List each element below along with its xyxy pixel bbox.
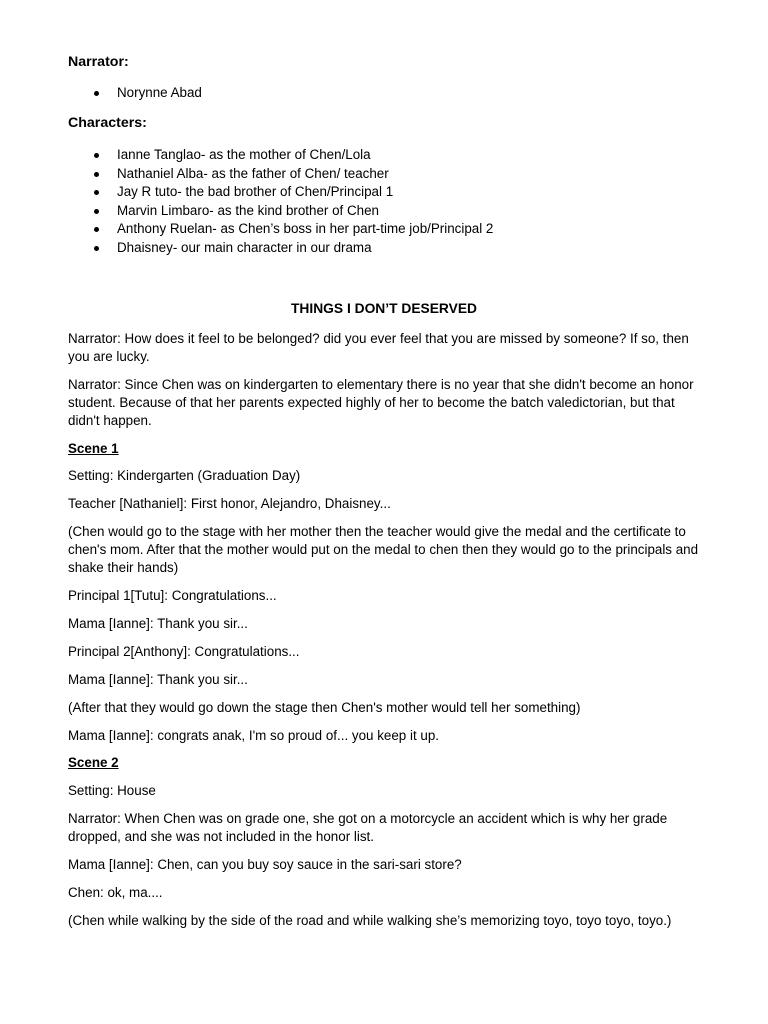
script-body [68,330,708,940]
characters-heading: Characters: [68,115,147,131]
script-paragraph: Setting: House [68,783,156,799]
script-paragraph: Teacher [Nathaniel]: First honor, Alejandro, Dhaisney... [68,496,391,512]
script-paragraph: Narrator: When Chen was on grade one, she got on a motorcycle an accident which is why her grade dropped, and she was not included in the honor list. [68,811,668,845]
script-paragraph: Setting: Kindergarten (Graduation Day) [68,468,301,484]
script-title: THINGS I DON’T DESERVED [290,301,478,316]
bullet-icon [94,190,99,195]
character-entry: Dhaisney- our main character in our drama [117,239,372,255]
script-paragraph: Narrator: Since Chen was on kindergarten to elementary there is no year that she didn't become an honor student. Because of that her parents expected highly of her to become the batch valedictorian, but that didn't happen. [68,376,694,428]
bullet-icon [94,227,99,232]
bullet-icon [94,153,99,158]
script-paragraph: Mama [Ianne]: Chen, can you buy soy sauce in the sari-sari store? [68,857,462,873]
character-entry: Marvin Limbaro- as the kind brother of Chen [117,202,379,218]
character-entry: Ianne Tanglao- as the mother of Chen/Lola [117,147,371,162]
characters-list [94,146,493,258]
list-item [94,202,493,221]
list-item [94,183,493,202]
list-item [94,239,493,258]
character-entry: Nathaniel Alba- as the father of Chen/ teacher [117,165,389,181]
character-entry: Jay R tuto- the bad brother of Chen/Principal 1 [117,184,394,200]
list-item [94,146,493,165]
scene-label: Scene 2 [68,755,119,771]
character-entry: Anthony Ruelan- as Chen’s boss in her part-time job/Principal 2 [117,221,494,237]
script-paragraph: (Chen would go to the stage with her mother then the teacher would give the medal and the certificate to chen's mom. After that the mother would put on the medal to chen then they would go to the principals and shake their hands) [68,524,699,576]
script-paragraph: Mama [Ianne]: Thank you sir... [68,671,248,687]
bullet-icon [94,246,99,251]
list-item [94,165,493,184]
script-paragraph: Mama [Ianne]: Thank you sir... [68,615,248,631]
narrator-name: Norynne Abad [117,85,202,100]
scene-label: Scene 1 [68,440,119,456]
script-paragraph: Principal 2[Anthony]: Congratulations... [68,643,300,659]
script-paragraph: Chen: ok, ma.... [68,884,163,900]
script-paragraph: (Chen while walking by the side of the road and while walking she’s memorizing toyo, toyo toyo, toyo.) [68,912,672,928]
narrator-heading: Narrator: [68,54,129,70]
list-item [94,220,493,239]
bullet-icon [94,209,99,214]
list-item [94,84,202,103]
script-paragraph: Narrator: How does it feel to be belonged? did you ever feel that you are missed by someone? If so, then you are lucky. [68,331,689,364]
narrator-list [94,84,202,103]
script-paragraph: Mama [Ianne]: congrats anak, I'm so proud of... you keep it up. [68,727,440,743]
bullet-icon [94,172,99,177]
scene-heading [68,754,708,772]
script-paragraph: Principal 1[Tutu]: Congratulations... [68,587,277,603]
scene-heading [68,440,708,458]
script-paragraph: (After that they would go down the stage then Chen's mother would tell her something) [68,699,581,715]
bullet-icon [94,91,99,96]
